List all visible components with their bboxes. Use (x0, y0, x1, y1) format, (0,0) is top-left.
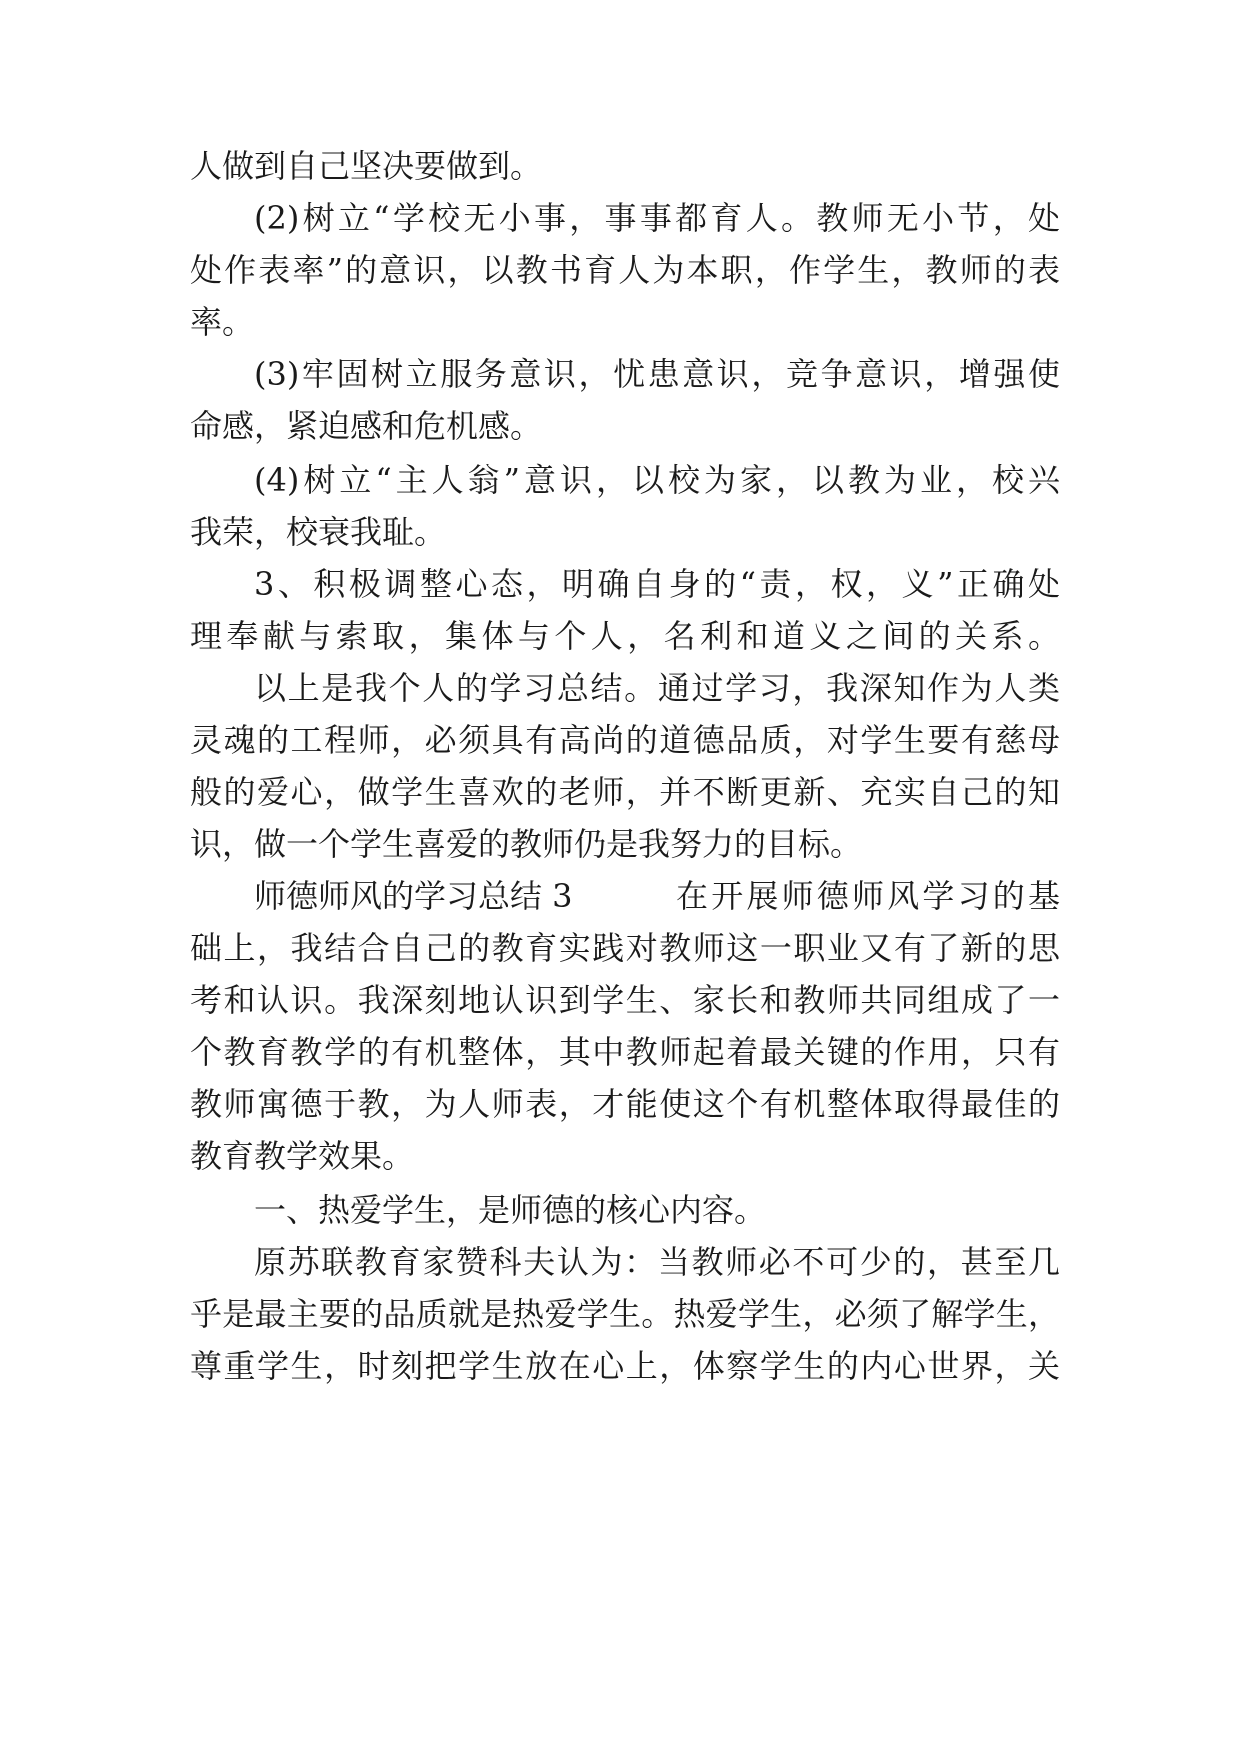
text-line: 命感，紧迫感和危机感。 (190, 407, 543, 445)
text-line: 灵魂的工程师，必须具有高尚的道德品质，对学生要有慈母 (190, 721, 1060, 759)
text-line: 在开展师德师风学习的基 (676, 877, 1060, 915)
section-heading: 师德师风的学习总结 3 (254, 877, 573, 915)
text-line: 教育教学效果。 (190, 1137, 415, 1175)
text-line: 3、积极调整心态，明确自身的“责，权，义”正确处 (254, 565, 1060, 603)
text-line: (3)牢固树立服务意识，忧患意识，竞争意识，增强使 (254, 355, 1060, 393)
text-line: 般的爱心，做学生喜欢的老师，并不断更新、充实自己的知 (190, 773, 1060, 811)
text-line: 人做到自己坚决要做到。 (190, 147, 543, 185)
text-line: 处作表率”的意识，以教书育人为本职，作学生，教师的表 (190, 251, 1060, 289)
text-line: 原苏联教育家赞科夫认为：当教师必不可少的，甚至几 (254, 1243, 1060, 1281)
text-line: 以上是我个人的学习总结。通过学习，我深知作为人类 (254, 669, 1060, 707)
text-line: 乎是最主要的品质就是热爱学生。热爱学生，必须了解学生， (190, 1295, 1060, 1333)
text-line: (4)树立“主人翁”意识，以校为家，以教为业，校兴 (254, 461, 1060, 499)
section-heading: 一、热爱学生，是师德的核心内容。 (254, 1191, 767, 1229)
text-line: 础上，我结合自己的教育实践对教师这一职业又有了新的思 (190, 929, 1060, 967)
text-line: 理奉献与索取，集体与个人，名利和道义之间的关系。 (190, 617, 1060, 655)
text-line: (2)树立“学校无小事，事事都育人。教师无小节，处 (254, 199, 1060, 237)
text-line: 率。 (190, 303, 255, 341)
text-line: 个教育教学的有机整体，其中教师起着最关键的作用，只有 (190, 1033, 1060, 1071)
text-line: 识，做一个学生喜爱的教师仍是我努力的目标。 (190, 825, 863, 863)
text-line: 尊重学生，时刻把学生放在心上，体察学生的内心世界，关 (190, 1347, 1060, 1385)
text-line: 考和认识。我深刻地认识到学生、家长和教师共同组成了一 (190, 981, 1060, 1019)
text-line: 教师寓德于教，为人师表，才能使这个有机整体取得最佳的 (190, 1085, 1060, 1123)
text-line: 我荣，校衰我耻。 (190, 513, 447, 551)
